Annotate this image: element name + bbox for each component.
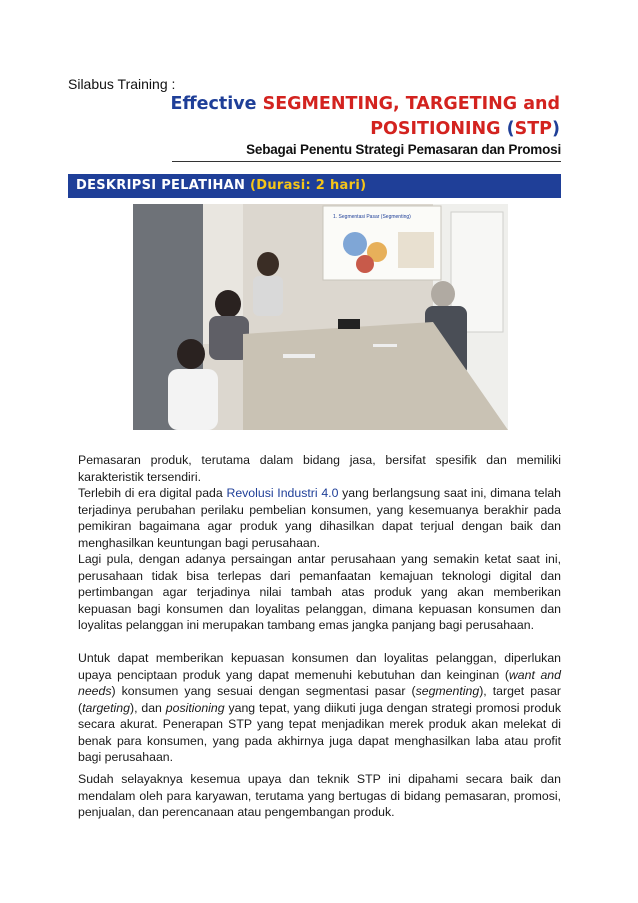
paragraph-1b bbox=[78, 485, 561, 551]
syllabus-label: Silabus Training : bbox=[68, 76, 176, 92]
page-subtitle: Sebagai Penentu Strategi Pemasaran dan Promosi bbox=[246, 142, 561, 157]
banner-label: DESKRIPSI PELATIHAN bbox=[76, 178, 246, 193]
title-open-paren: ( bbox=[506, 119, 515, 139]
paragraph-2 bbox=[78, 650, 561, 766]
paragraph-2-part-b: ) konsumen yang sesuai dengan segmentasi pasar ( bbox=[111, 684, 416, 698]
title-abbr: STP bbox=[514, 119, 552, 139]
term-positioning: positioning bbox=[165, 700, 225, 715]
paragraph-1a: Pemasaran produk, terutama dalam bidang jasa, bersifat spesifik dan memiliki karakteristik tersendiri. bbox=[78, 453, 561, 484]
industry-4-link[interactable]: Revolusi Industri 4.0 bbox=[226, 486, 339, 500]
training-photo-illustration bbox=[133, 204, 508, 430]
title-stp-words: SEGMENTING, TARGETING and POSITIONING bbox=[262, 94, 560, 139]
training-photo bbox=[133, 204, 508, 430]
title-effective: Effective bbox=[170, 94, 257, 114]
paragraph-1c: Lagi pula, dengan adanya persaingan antar perusahaan yang semakin ketat saat ini, perusahaan tidak bisa terlepas dari pemanfaatan kemajuan teknologi digital dan pertimbangan agar terjadinya nilai tambah atas produk yang akan memberikan kepuasan bagi konsumen dan loyalitas pelanggan, dimana kepuasan konsumen dan loyalitas pelanggan ini merupakan tambang emas jangka panjang bagi perusahaan. bbox=[78, 552, 561, 632]
term-segmenting: segmenting bbox=[415, 684, 480, 698]
term-targeting: targeting bbox=[82, 700, 130, 715]
paragraph-3-text: Sudah selayaknya kesemua upaya dan teknik STP ini dipahami secara baik dan mendalam oleh para karyawan, terutama yang bertugas di bidang pemasaran, promosi, penjualan, dan perencanaan atau pengembangan produk. bbox=[78, 772, 561, 819]
paragraph-2-text bbox=[78, 650, 561, 766]
paragraph-2-part-c: ), target pasar ( bbox=[78, 684, 561, 715]
title-underline bbox=[172, 161, 561, 162]
paragraph-1b-end: yang berlangsung saat ini, dimana telah terjadinya perubahan perilaku pembelian konsumen, yang kesemuanya berakhir pada pemikiran bagaimana agar produk yang dihasilkan dapat terjual dengan baik dan menghasilkan keuntungan bagi perusahaan. bbox=[78, 486, 561, 550]
paragraph-2-part-a: Untuk dapat memberikan kepuasan konsumen dan loyalitas pelanggan, diperlukan upaya penciptaan produk yang dapat memenuhi kebutuhan dan keinginan ( bbox=[78, 651, 561, 682]
page-title bbox=[60, 92, 560, 142]
title-close-paren: ) bbox=[552, 119, 560, 139]
paragraph-1 bbox=[78, 452, 561, 634]
paragraph-1b-start: Terlebih di era digital pada bbox=[78, 486, 223, 500]
banner-text bbox=[76, 178, 366, 193]
slide-title: 1. Segmentasi Pasar (Segmenting) bbox=[333, 214, 411, 220]
banner-duration: (Durasi: 2 hari) bbox=[250, 178, 367, 193]
paragraph-3 bbox=[78, 771, 561, 821]
section-banner bbox=[68, 174, 561, 198]
paragraph-2-part-d: ), dan bbox=[129, 700, 162, 715]
term-want-needs: want and needs bbox=[78, 667, 561, 698]
paragraph-2-part-e: yang tepat, yang diikuti juga dengan strategi promosi produk secara akurat. Penerapan STP yang tepat menjadikan merek produk akan melekat di benak para konsumen, yang pada akhirnya juga dapat menghasilkan laba atau profit bagi perusahaan. bbox=[78, 700, 562, 764]
